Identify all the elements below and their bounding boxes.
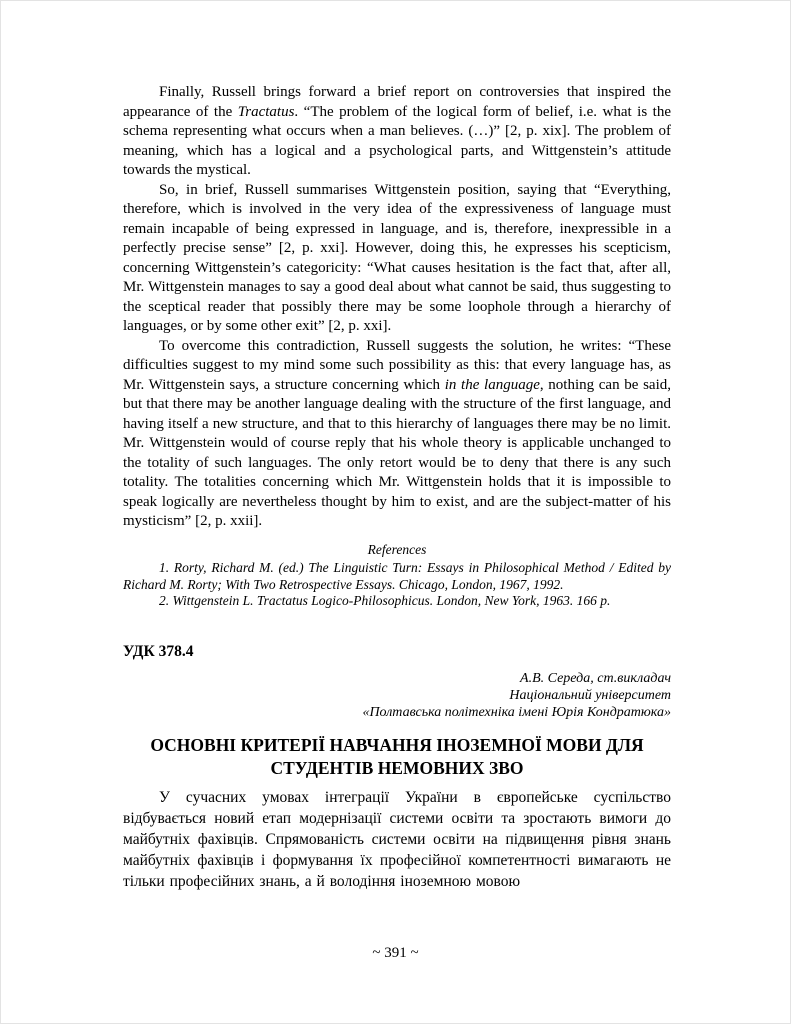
udc-code: УДК 378.4 — [123, 642, 194, 660]
page-content — [123, 83, 671, 907]
references-section — [123, 542, 671, 610]
references-heading: References — [367, 541, 427, 557]
reference-item-1: 1. Rorty, Richard M. (ed.) The Linguistic Turn: Essays in Philosophical Method / Edited by Richard M. Rorty; With Two Retrospective Essays. Chicago, London, 1967, 1992. — [123, 560, 671, 592]
paragraph-ukrainian-intro: У сучасних умовах інтеграції України в європейське суспільство відбувається новий етап модернізації системи освіти та зростають вимоги до майбутніх фахівців. Спрямованість системи освіти на підвищення рівня знань майбутніх фахівців і формування їх професійної компетентності вимагають не тільки професійних знань, а й володіння іноземною мовою — [123, 788, 671, 890]
paragraph-text: Finally, Russell brings forward a brief report on controversies that inspired the appearance of the — [123, 84, 671, 120]
article-title: ОСНОВНІ КРИТЕРІЇ НАВЧАННЯ ІНОЗЕМНОЇ МОВИ ДЛЯ СТУДЕНТІВ НЕМОВНИХ ЗВО — [150, 734, 644, 778]
tractatus-italic: Tractatus — [237, 103, 295, 120]
reference-item-2: 2. Wittgenstein L. Tractatus Logico-Philosophicus. London, New York, 1963. 166 p. — [159, 593, 611, 608]
paragraph-russell-report — [123, 83, 671, 181]
page-number: ~ 391 ~ — [372, 945, 419, 961]
paragraph-text: To overcome this contradiction, Russell suggests the solution, he writes: “These difficulties suggest to my mind some such possibility as this: that every language has, as Mr. Wittgenstein says, a structure concerning which — [123, 337, 671, 393]
author-name: А.В. Середа, ст.викладач — [520, 670, 671, 686]
author-institution: «Полтавська політехніка імені Юрія Кондратюка» — [362, 704, 671, 720]
author-block — [123, 670, 671, 721]
paragraph-russell-summary: So, in brief, Russell summarises Wittgenstein position, saying that “Everything, therefore, which is involved in the very idea of the expressiveness of language must remain incapable of being expressed in language, and is, therefore, inexpressible in a perfectly precise sense” [2, p. xxi]. However, doing this, he expresses his scepticism, concerning Wittgenstein’s categoricity: “What causes hesitation is the fact that, after all, Mr. Wittgenstein manages to say a good deal about what cannot be said, thus suggesting to the sceptical reader that possibly there may be some loophole through a hierarchy of languages, or by some other exit” [2, p. xxi]. — [123, 181, 671, 334]
paragraph-text: , nothing can be said, but that there may be another language dealing with the structure of the first language, and having itself a new structure, and that to this hierarchy of languages there may be no limit. Mr. Wittgenstein would of course reply that his whole theory is applicable unchanged to the totality of such languages. The only retort would be to deny that there is any such totality. The totalities concerning which Mr. Wittgenstein holds that it is impossible to speak logically are nevertheless thought by him to exist, and are the subject-matter of his mysticism” [2, p. xxii]. — [123, 376, 671, 529]
author-university: Національний університет — [509, 687, 671, 703]
paragraph-text: . “The problem of the logical form of belief, i.e. what is the schema representing what occurs when a man believes. (…)” [2, p. xix]. The problem of meaning, which has a logical and a psychological parts, and Wittgenstein’s attitude towards the mystical. — [123, 103, 671, 178]
in-the-language-italic: in the language — [444, 376, 540, 393]
paragraph-russell-solution — [123, 337, 671, 532]
